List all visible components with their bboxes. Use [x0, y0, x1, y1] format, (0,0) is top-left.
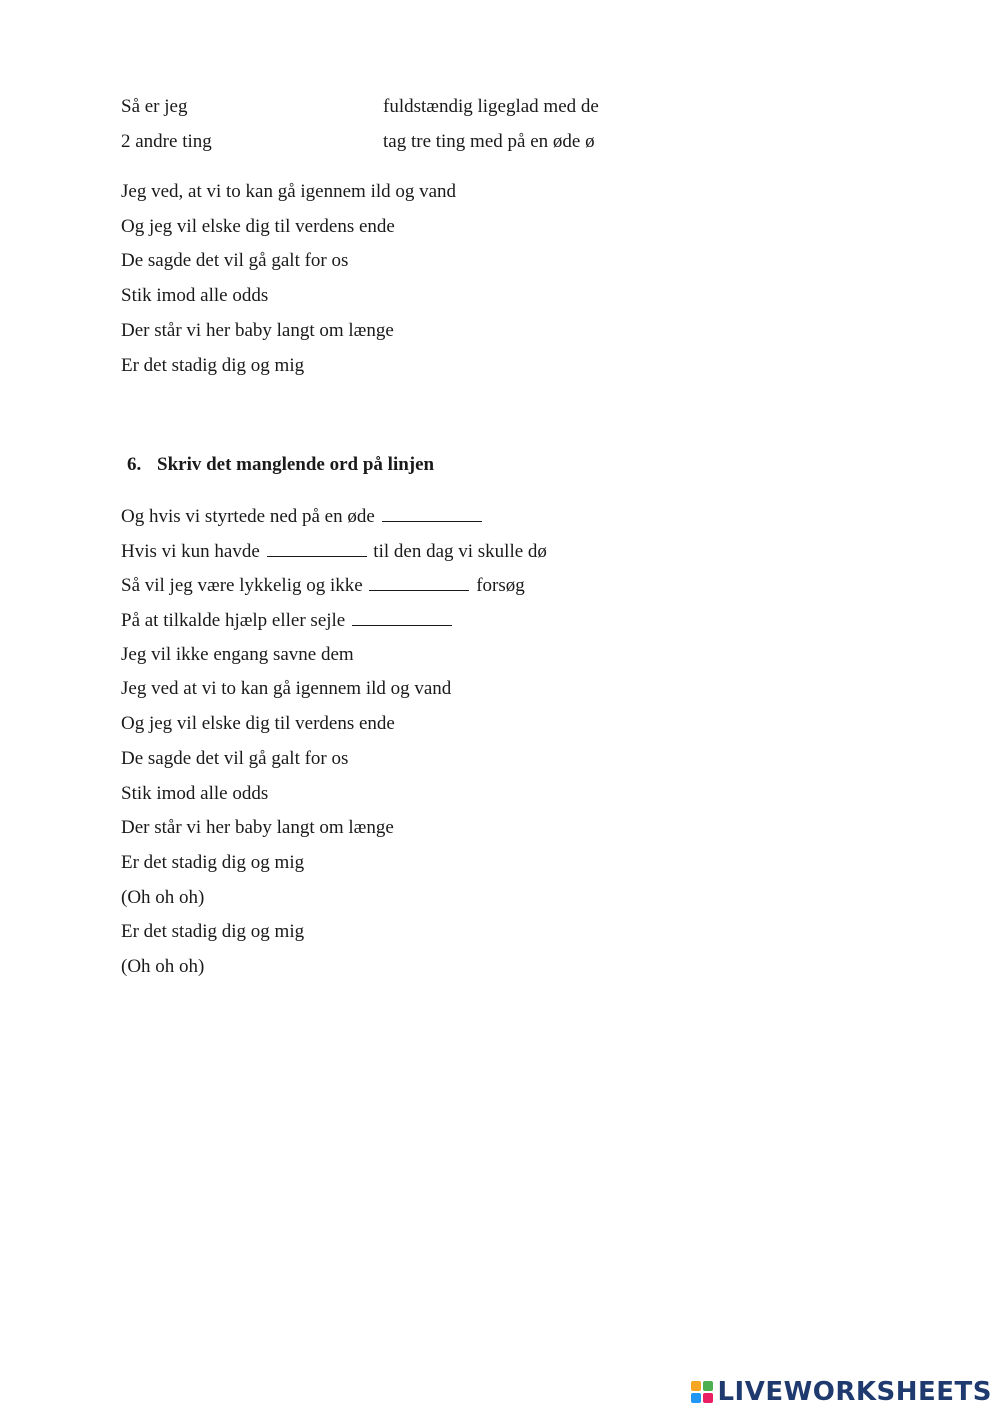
logo-text: LIVEWORKSHEETS — [717, 1377, 992, 1407]
lyric-line: Er det stadig dig og mig — [121, 921, 305, 942]
top-row2-right: tag tre ting med på en øde ø — [383, 131, 595, 152]
blank-answer-3[interactable] — [369, 573, 469, 591]
lyric-line: De sagde det vil gå galt for os — [121, 748, 349, 769]
chorus-line: Stik imod alle odds — [121, 285, 269, 306]
fill-text-before: På at tilkalde hjælp eller sejle — [121, 610, 346, 631]
chorus-line: De sagde det vil gå galt for os — [121, 250, 349, 271]
section-title: Skriv det manglende ord på linjen — [157, 454, 435, 475]
chorus-line: Jeg ved, at vi to kan gå igennem ild og vand — [121, 181, 457, 202]
top-row1-right: fuldstændig ligeglad med de — [383, 96, 599, 117]
fill-text-before: Så vil jeg være lykkelig og ikke — [121, 575, 363, 596]
lyric-line: Og jeg vil elske dig til verdens ende — [121, 713, 395, 734]
logo-blocks-icon — [691, 1381, 713, 1403]
lyric-line: Jeg vil ikke engang savne dem — [121, 644, 354, 665]
fill-line — [121, 504, 484, 529]
top-row1-left: Så er jeg — [121, 96, 188, 117]
fill-text-before: Hvis vi kun havde — [121, 541, 260, 562]
blank-answer-4[interactable] — [352, 608, 452, 626]
fill-text-after: forsøg — [476, 575, 525, 596]
lyric-line: Stik imod alle odds — [121, 783, 269, 804]
blank-answer-1[interactable] — [382, 504, 482, 522]
chorus-line: Der står vi her baby langt om længe — [121, 320, 394, 341]
section-number: 6. — [127, 454, 142, 475]
fill-line — [121, 539, 547, 564]
lyric-line: Jeg ved at vi to kan gå igennem ild og vand — [121, 678, 452, 699]
chorus-line: Og jeg vil elske dig til verdens ende — [121, 216, 395, 237]
fill-line — [121, 573, 525, 598]
lyric-line: Der står vi her baby langt om længe — [121, 817, 394, 838]
chorus-line: Er det stadig dig og mig — [121, 355, 305, 376]
top-row2-left: 2 andre ting — [121, 131, 212, 152]
fill-text-before: Og hvis vi styrtede ned på en øde — [121, 506, 375, 527]
fill-text-after: til den dag vi skulle dø — [373, 541, 547, 562]
fill-line — [121, 608, 454, 633]
section-heading — [127, 453, 434, 477]
liveworksheets-logo — [691, 1377, 992, 1407]
lyric-line: (Oh oh oh) — [121, 956, 205, 977]
lyric-line: Er det stadig dig og mig — [121, 852, 305, 873]
blank-answer-2[interactable] — [267, 539, 367, 557]
lyric-line: (Oh oh oh) — [121, 887, 205, 908]
